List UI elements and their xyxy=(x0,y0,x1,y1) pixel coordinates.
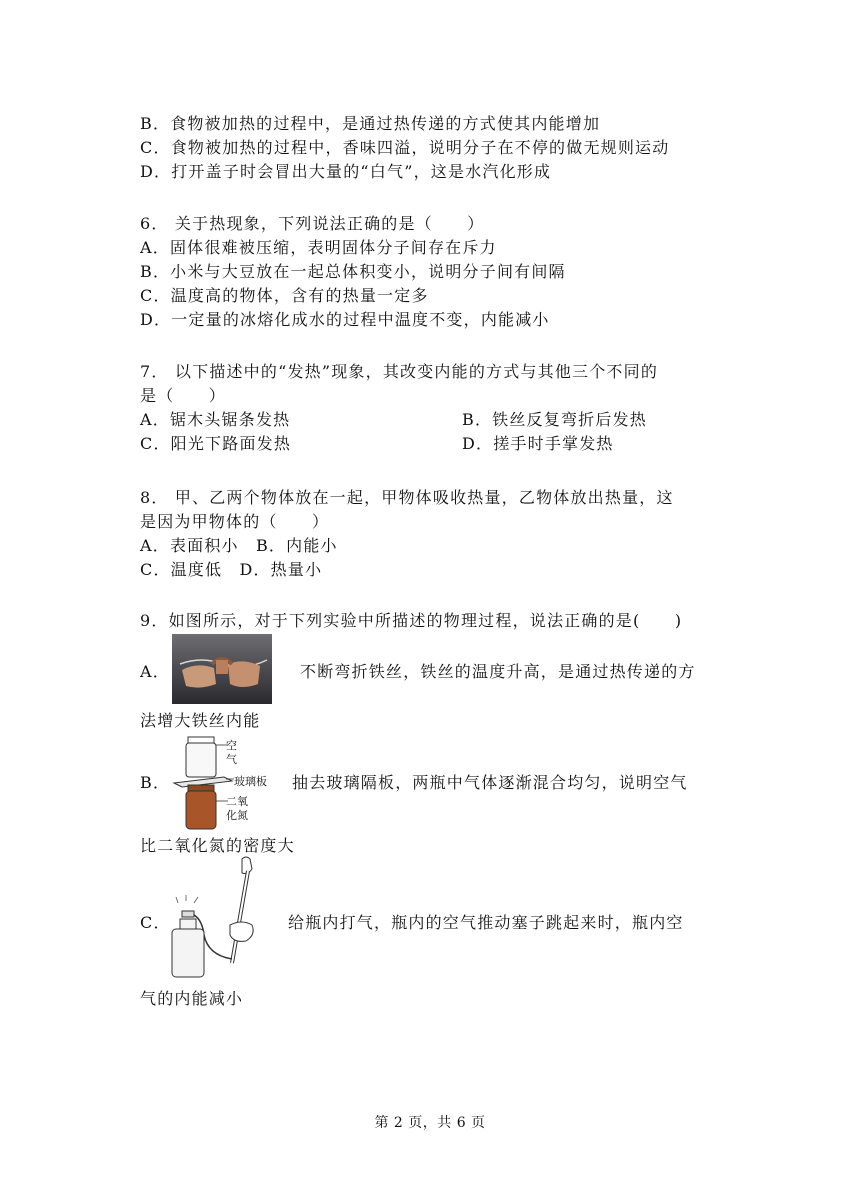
q9-stem: 9．如图所示，对于下列实验中所描述的物理过程，说法正确的是( ) xyxy=(140,611,683,630)
q8-options-cd: C．温度低 D．热量小 xyxy=(140,560,323,579)
q9-a-text-line1: 不断弯折铁丝，铁丝的温度升高，是通过热传递的方 xyxy=(300,662,696,681)
gas-diffusion-bottles-figure xyxy=(172,733,272,833)
pump-bottle-figure xyxy=(168,855,268,980)
q7-option-c: C．阳光下路面发热 xyxy=(140,434,292,453)
label-no2-2: 化氮 xyxy=(226,809,248,822)
q6-stem: 6． 关于热现象，下列说法正确的是（ ） xyxy=(140,214,485,233)
q7-stem-line1: 7． 以下描述中的“发热”现象，其改变内能的方式与其他三个不同的 xyxy=(140,362,659,381)
q6-option-d: D．一定量的冰熔化成水的过程中温度不变，内能减小 xyxy=(140,310,550,329)
q8-options-ab: A．表面积小 B．内能小 xyxy=(140,536,338,555)
q9-c-letter: C． xyxy=(140,913,171,932)
label-air-2: 气 xyxy=(226,753,237,766)
q6-option-a: A．固体很难被压缩，表明固体分子间存在斥力 xyxy=(140,238,497,257)
q9-c-text-line2: 气的内能减小 xyxy=(140,989,244,1008)
q9-a-letter: A． xyxy=(140,662,170,681)
q9-c-text-line1: 给瓶内打气，瓶内的空气推动塞子跳起来时，瓶内空 xyxy=(288,913,684,932)
label-air-1: 空 xyxy=(226,739,237,752)
q9-a-text-line2: 法增大铁丝内能 xyxy=(140,711,261,730)
q6-option-c: C．温度高的物体，含有的热量一定多 xyxy=(140,286,429,305)
q9-b-text-line2: 比二氧化氮的密度大 xyxy=(140,836,295,855)
q9-b-text-line1: 抽去玻璃隔板，两瓶中气体逐渐混合均匀，说明空气 xyxy=(292,773,688,792)
label-glass-plate: 玻璃板 xyxy=(234,775,267,788)
page-footer: 第 2 页，共 6 页 xyxy=(374,1115,486,1131)
q5-option-c: C．食物被加热的过程中，香味四溢，说明分子在不停的做无规则运动 xyxy=(140,138,670,157)
q7-option-a: A．锯木头锯条发热 xyxy=(140,410,291,429)
q7-option-d: D．搓手时手掌发热 xyxy=(462,434,614,453)
q7-stem-line2: 是（ ） xyxy=(140,386,227,405)
q5-option-d: D．打开盖子时会冒出大量的“白气”，这是水汽化形成 xyxy=(140,162,552,181)
q5-option-b: B．食物被加热的过程中，是通过热传递的方式使其内能增加 xyxy=(140,114,601,133)
q8-stem-line1: 8． 甲、乙两个物体放在一起，甲物体吸收热量，乙物体放出热量，这 xyxy=(140,488,674,507)
q7-option-b: B．铁丝反复弯折后发热 xyxy=(462,410,647,429)
bending-wire-photo xyxy=(172,634,272,704)
q9-b-letter: B． xyxy=(140,773,171,792)
label-no2-1: 二氧 xyxy=(226,795,248,808)
q8-stem-line2: 是因为甲物体的（ ） xyxy=(140,512,330,531)
q6-option-b: B．小米与大豆放在一起总体积变小，说明分子间有间隔 xyxy=(140,262,566,281)
